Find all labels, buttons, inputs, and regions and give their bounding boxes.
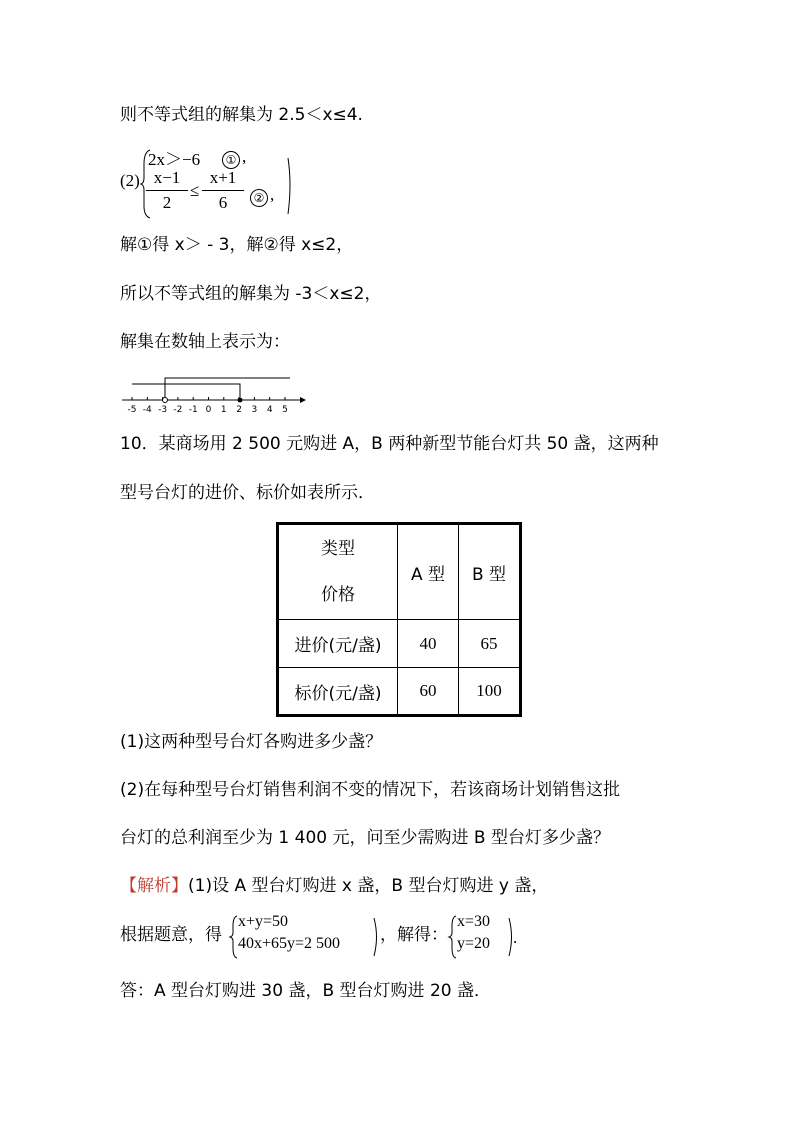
- question-10-line-2: 型号台灯的进价、标价如表所示．: [120, 483, 375, 503]
- axis-arrow-icon: [300, 397, 306, 403]
- comma: ,: [242, 147, 247, 166]
- analysis-tag: 【解析】: [120, 876, 188, 896]
- table-row: [278, 668, 521, 716]
- number-line-tick-label: -2: [173, 405, 183, 415]
- x-le-2-ray: [132, 384, 240, 397]
- number-line-diagram: [118, 370, 308, 416]
- closed-dot-2: [238, 398, 243, 403]
- row-label-list-price: 标价(元/盏): [278, 668, 398, 716]
- cell-cost-b: 65: [459, 620, 521, 668]
- header-col-b: B 型: [459, 524, 521, 620]
- comma: ,: [270, 185, 275, 204]
- x-gt-neg3-ray: [165, 378, 290, 397]
- row-label-cost: 进价(元/盏): [278, 620, 398, 668]
- solution-set-text-1: 则不等式组的解集为 2.5＜x≤4.: [120, 105, 363, 125]
- system-eq-2: 40x+65y=2 500: [238, 935, 341, 952]
- fraction-rhs: [202, 168, 244, 213]
- number-line-tick-label: 2: [236, 405, 242, 415]
- part-2-label: (2): [120, 171, 140, 190]
- fraction-rhs-numerator: x+1: [209, 168, 237, 187]
- number-line-tick-label: 0: [205, 405, 212, 415]
- number-line-tick-label: 5: [282, 405, 288, 415]
- inequality-1: [148, 145, 200, 170]
- inequality-1-expr: 2x＞−6: [148, 150, 201, 169]
- solution-eq-2: y=20: [457, 935, 491, 952]
- circled-1-marker: ①: [222, 151, 240, 169]
- header-price-label: 价格: [321, 585, 355, 605]
- answer-line: 答：A 型台灯购进 30 盏，B 型台灯购进 20 盏．: [120, 981, 491, 1001]
- fraction-bar: [146, 190, 188, 191]
- cell-cost-a: 40: [398, 620, 459, 668]
- fraction-lhs-denominator: 2: [162, 193, 172, 212]
- cell-list-b: 100: [459, 668, 521, 716]
- leq-sign: ≤: [190, 181, 200, 200]
- solution-set-text-2: 所以不等式组的解集为 -3＜x≤2，: [120, 284, 382, 304]
- cell-list-a: 60: [398, 668, 459, 716]
- solution-line-2-prefix: 根据题意，得: [120, 925, 222, 945]
- number-line-tick-label: 1: [220, 405, 227, 415]
- table-header-row: [278, 524, 521, 620]
- number-line-tick-label: -1: [188, 405, 198, 415]
- fraction-lhs: [146, 168, 188, 213]
- header-corner-cell: [278, 524, 398, 620]
- number-line-tick-label: -4: [142, 405, 152, 415]
- number-line-tick-label: 4: [266, 405, 273, 415]
- header-col-a: A 型: [398, 524, 459, 620]
- solve-result-label: ，解得：: [380, 925, 448, 945]
- circled-2-marker: ②: [250, 189, 268, 207]
- number-line-tick-label: -5: [127, 405, 137, 415]
- number-line-tick-label: -3: [158, 405, 168, 415]
- solution-line-1: [120, 875, 548, 897]
- solve-each-text: 解①得 x＞ - 3，解②得 x≤2，: [120, 235, 354, 255]
- header-type-label: 类型: [321, 539, 355, 559]
- price-table: [276, 522, 522, 717]
- table-row: [278, 620, 521, 668]
- sub-question-2-line-1: (2)在每种型号台灯销售利润不变的情况下，若该商场计划销售这批: [120, 780, 621, 800]
- number-line-tick-label: 3: [251, 405, 258, 415]
- fraction-rhs-denominator: 6: [218, 193, 228, 212]
- solution-eq-1: x=30: [457, 913, 491, 930]
- fraction-lhs-numerator: x−1: [153, 168, 181, 187]
- number-line-intro: 解集在数轴上表示为：: [120, 332, 290, 352]
- solution-setup-text: (1)设 A 型台灯购进 x 盏，B 型台灯购进 y 盏，: [188, 876, 549, 896]
- sub-question-1: (1)这两种型号台灯各购进多少盏？: [120, 732, 383, 752]
- question-10-line-1: 10．某商场用 2 500 元购进 A，B 两种新型节能台灯共 50 盏，这两种: [120, 434, 659, 454]
- sub-question-2-line-2: 台灯的总利润至少为 1 400 元，问至少需购进 B 型台灯多少盏？: [120, 828, 610, 848]
- system-eq-1: x+y=50: [238, 913, 289, 930]
- open-dot-neg3: [163, 398, 168, 403]
- period: .: [513, 928, 518, 947]
- fraction-bar: [202, 190, 244, 191]
